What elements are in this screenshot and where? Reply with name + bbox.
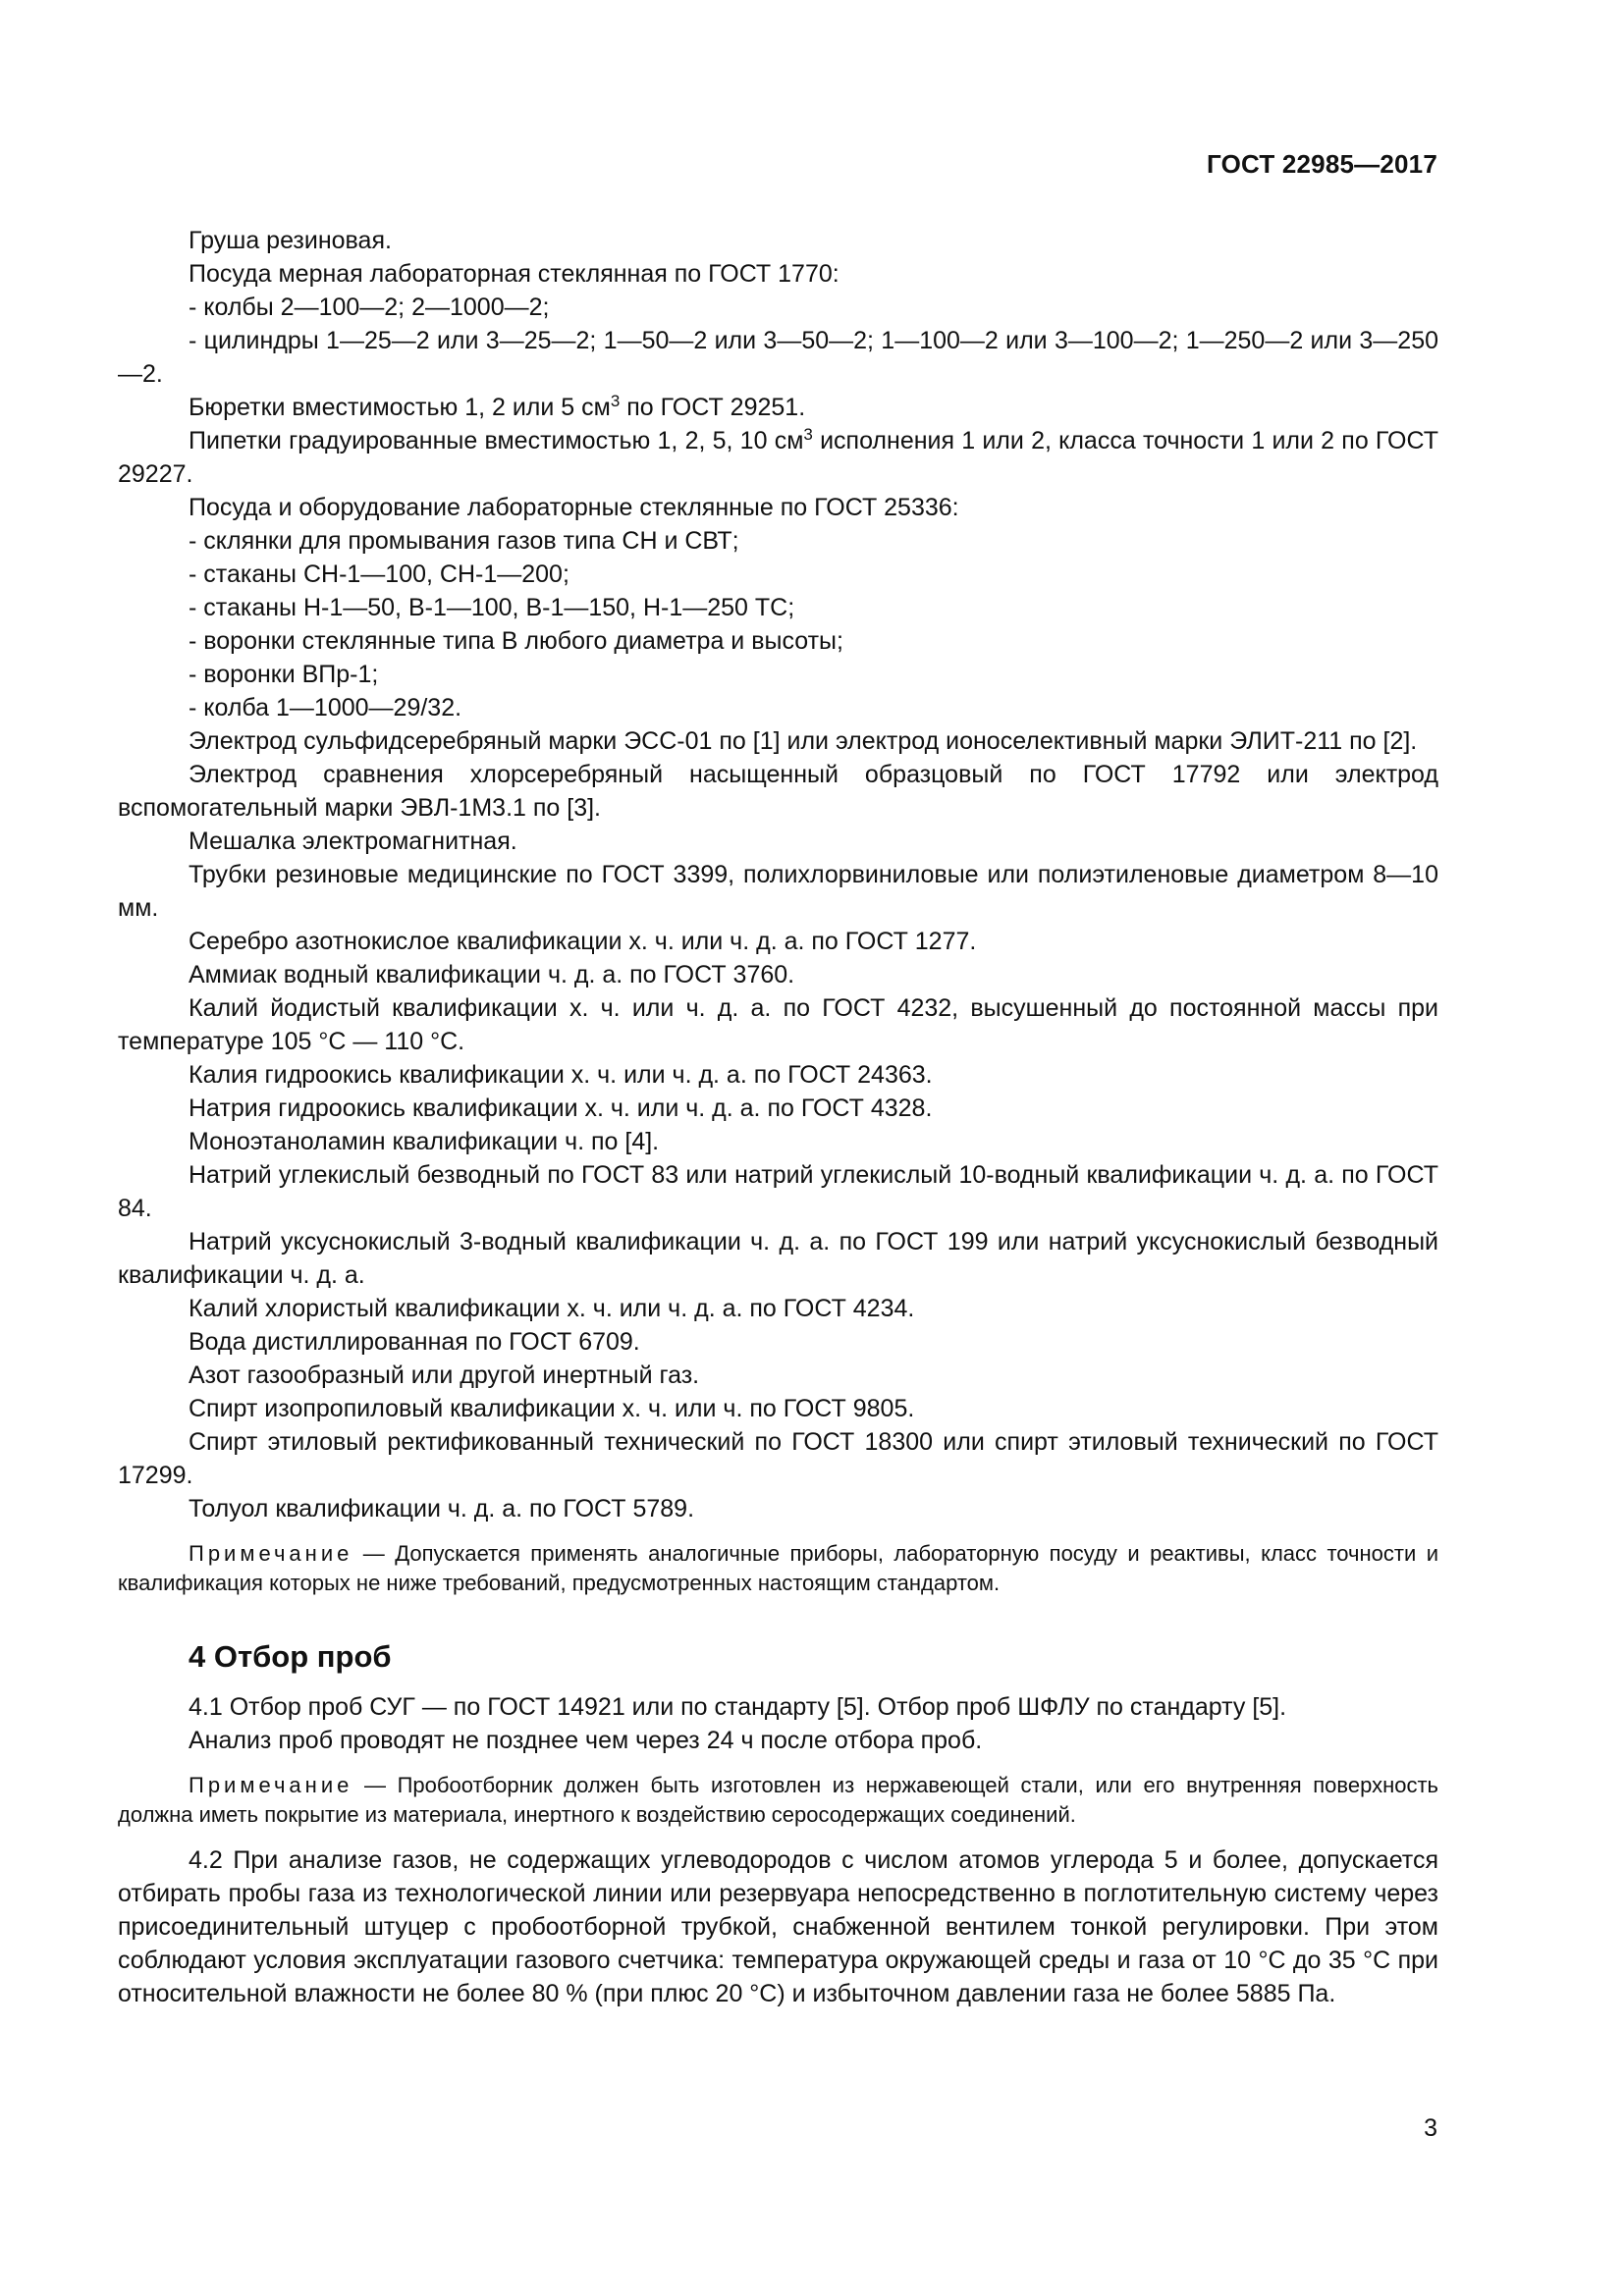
- item-line: - стаканы Н-1—50, В-1—100, В-1—150, Н-1—250 ТС;: [189, 594, 795, 621]
- item-line: Толуол квалификации ч. д. а. по ГОСТ 5789.: [189, 1495, 695, 1522]
- item-line: Мешалка электромагнитная.: [189, 828, 517, 855]
- item-line: Электрод сравнения хлорсеребряный насыщенный образцовый по ГОСТ 17792 или электрод вспомогательный марки ЭВЛ-1М3.1 по [3].: [118, 761, 1438, 822]
- equipment-line: Груша резиновая.: [189, 227, 392, 254]
- item-line: Трубки резиновые медицинские по ГОСТ 3399, полихлорвиниловые или полиэтиленовые диаметром 8—10 мм.: [118, 861, 1438, 922]
- section-paragraph: Анализ проб проводят не позднее чем через 24 ч после отбора проб.: [189, 1727, 983, 1754]
- item-line: - стаканы СН-1—100, СН-1—200;: [189, 561, 569, 588]
- equipment-line: - колбы 2—100—2; 2—1000—2;: [189, 294, 550, 321]
- document-body: [118, 224, 1438, 2010]
- document-number: ГОСТ 22985—2017: [1207, 149, 1437, 179]
- item-line: Электрод сульфидсеребряный марки ЭСС-01 по [1] или электрод ионоселективный марки ЭЛИТ-211 по [2].: [189, 727, 1418, 755]
- item-line: Спирт изопропиловый квалификации х. ч. или ч. по ГОСТ 9805.: [189, 1395, 915, 1422]
- note-reagents: Примечание — Допускается применять аналогичные приборы, лабораторную посуду и реактивы, класс точности и квалификация которых не ниже требований, предусмотренных настоящим стандартом.: [118, 1541, 1438, 1595]
- item-line: Натрия гидроокись квалификации х. ч. или ч. д. а. по ГОСТ 4328.: [189, 1095, 933, 1122]
- item-line: Натрий углекислый безводный по ГОСТ 83 или натрий углекислый 10-водный квалификации ч. д. а. по ГОСТ 84.: [118, 1161, 1438, 1222]
- item-line: Аммиак водный квалификации ч. д. а. по ГОСТ 3760.: [189, 961, 795, 988]
- section-title-sampling: 4 Отбор проб: [189, 1639, 392, 1674]
- pipettes-line: Пипетки градуированные вместимостью 1, 2, 5, 10 $см^3$ исполнения 1 или 2, класса точности 1 или 2 по ГОСТ 29227.: [118, 425, 1438, 488]
- item-line: Моноэтаноламин квалификации ч. по [4].: [189, 1128, 660, 1155]
- item-line: Азот газообразный или другой инертный газ.: [189, 1362, 700, 1389]
- item-line: Калий йодистый квалификации х. ч. или ч. д. а. по ГОСТ 4232, высушенный до постоянной массы при температуре 105 °С — 110 °С.: [118, 994, 1438, 1055]
- item-line: Посуда и оборудование лабораторные стеклянные по ГОСТ 25336:: [189, 494, 959, 521]
- item-line: Калия гидроокись квалификации х. ч. или ч. д. а. по ГОСТ 24363.: [189, 1061, 933, 1089]
- item-line: - воронки стеклянные типа В любого диаметра и высоты;: [189, 627, 843, 655]
- section-paragraph: 4.2 При анализе газов, не содержащих углеводородов с числом атомов углерода 5 и более, допускается отбирать пробы газа из технологической линии или резервуара непосредственно в поглотительную систему через присоединительный штуцер с пробоотборной трубкой, снабженной вентилем тонкой регулировки. При этом соблюдают условия эксплуатации газового счетчика: температура окружающей среды и газа от 10 °С до 35 °С при относительной влажности не более 80 % (при плюс 20 °С) и избыточном давлении газа не более 5885 Па.: [118, 1846, 1438, 2007]
- item-line: Калий хлористый квалификации х. ч. или ч. д. а. по ГОСТ 4234.: [189, 1295, 915, 1322]
- item-line: - склянки для промывания газов типа СН и СВТ;: [189, 527, 739, 555]
- spacer: [118, 1830, 1438, 1843]
- item-line: Натрий уксуснокислый 3-водный квалификации ч. д. а. по ГОСТ 199 или натрий уксуснокислый безводный квалификации ч. д. а.: [118, 1228, 1438, 1289]
- item-line: - колба 1—1000—29/32.: [189, 694, 462, 721]
- item-line: Спирт этиловый ректификованный технический по ГОСТ 18300 или спирт этиловый технический по ГОСТ 17299.: [118, 1428, 1438, 1489]
- item-line: - воронки ВПр-1;: [189, 661, 379, 688]
- section-paragraph: 4.1 Отбор проб СУГ — по ГОСТ 14921 или по стандарту [5]. Отбор проб ШФЛУ по стандарту [5].: [189, 1693, 1287, 1721]
- burettes-line: Бюретки вместимостью 1, 2 или 5 $см^3$ по ГОСТ 29251.: [189, 392, 806, 421]
- page-number: 3: [1424, 2114, 1437, 2142]
- equipment-line: Посуда мерная лабораторная стеклянная по ГОСТ 1770:: [189, 260, 839, 288]
- item-line: Серебро азотнокислое квалификации х. ч. или ч. д. а. по ГОСТ 1277.: [189, 928, 977, 955]
- item-line: Вода дистиллированная по ГОСТ 6709.: [189, 1328, 640, 1356]
- note-sampler: Примечание — Пробоотборник должен быть изготовлен из нержавеющей стали, или его внутренняя поверхность должна иметь покрытие из материала, инертного к воздействию серосодержащих соединений.: [118, 1773, 1438, 1827]
- equipment-line: - цилиндры 1—25—2 или 3—25—2; 1—50—2 или 3—50—2; 1—100—2 или 3—100—2; 1—250—2 или 3—250—2.: [118, 327, 1438, 388]
